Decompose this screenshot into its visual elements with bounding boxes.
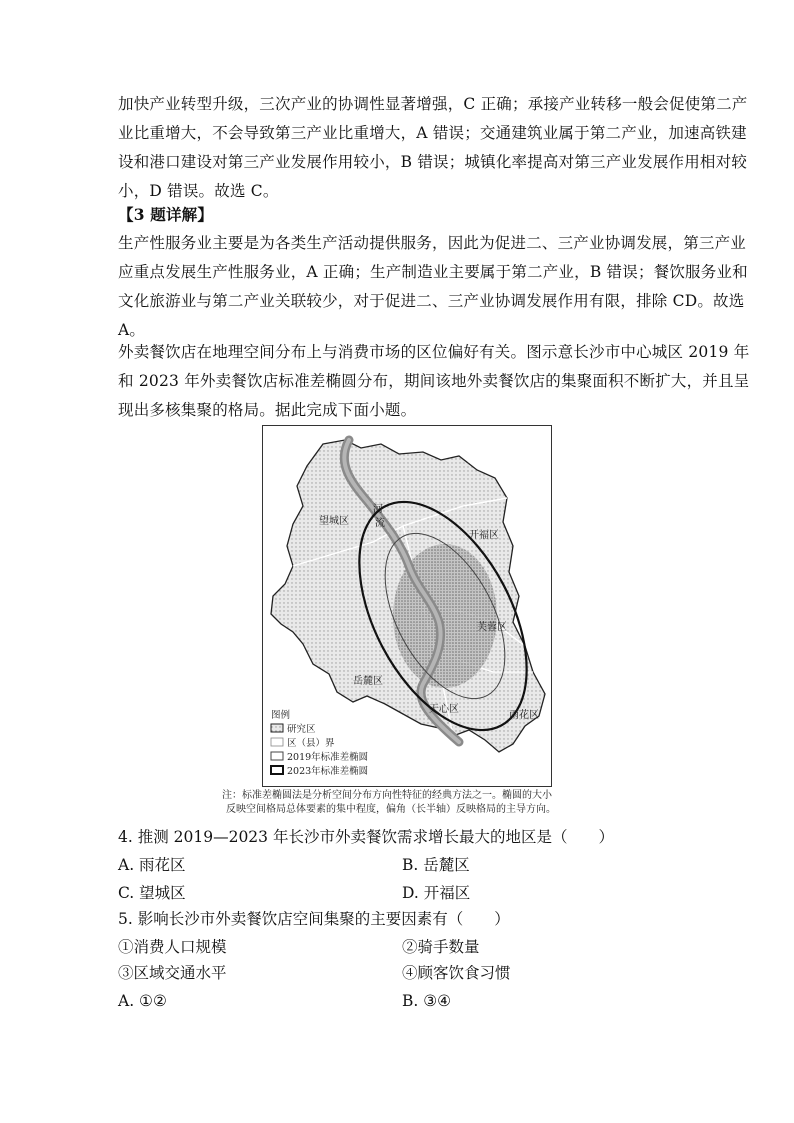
label-furong: 芙蓉区	[477, 622, 507, 633]
q5-item-1: ①消费人口规模	[118, 938, 227, 956]
section-3-heading: 【3 题详解】	[118, 205, 214, 224]
intro-line: 小，D 错误。故选 C。	[118, 182, 279, 200]
legend-item: 区（县）界	[287, 738, 335, 749]
caption-line: 注：标准差椭圆法是分析空间分布方向性特征的经典方法之一。椭圆的大小	[222, 790, 552, 801]
section-3	[118, 200, 748, 345]
q5-item-3: ③区域交通水平	[118, 964, 227, 982]
intro-paragraph	[118, 90, 748, 206]
q4-option-a[interactable]: A. 雨花区	[118, 856, 186, 874]
material-paragraph	[118, 338, 750, 425]
q4-stem: 4. 推测 2019—2023 年长沙市外卖餐饮需求增长最大的地区是（ ）	[118, 828, 614, 846]
label-yuhua: 雨花区	[509, 710, 539, 721]
intro-line: 设和港口建设对第三产业发展作用较小，B 错误；城镇化率提高对第三产业发展作用相对较	[118, 153, 748, 171]
intro-line: 业比重增大，不会导致第三产业比重增大，A 错误；交通建筑业属于第二产业，加速高铁建	[118, 124, 747, 142]
legend-item: 2023年标准差椭圆	[287, 766, 369, 777]
q4-option-d[interactable]: D. 开福区	[402, 884, 471, 902]
map-legend	[271, 709, 368, 777]
material-line: 外卖餐饮店在地理空间分布上与消费市场的区位偏好有关。图示意长沙市中心城区 2019 年	[118, 343, 750, 361]
q5-option-b[interactable]: B. ③④	[402, 992, 452, 1010]
section-3-line: 生产性服务业主要是为各类生产活动提供服务，因此为促进二、三产业协调发展，第三产业	[118, 234, 747, 252]
q5-item-2: ②骑手数量	[402, 938, 480, 956]
q4-option-c[interactable]: C. 望城区	[118, 884, 186, 902]
label-yuelu: 岳麓区	[353, 676, 383, 687]
section-3-line: 文化旅游业与第二产业关联较少，对于促进二、三产业协调发展作用有限，排除 CD。故选	[118, 292, 745, 310]
changsha-map	[263, 426, 551, 786]
material-line: 现出多核集聚的格局。据此完成下面小题。	[118, 401, 417, 419]
q4-option-b[interactable]: B. 岳麓区	[402, 856, 470, 874]
q5-item-4: ④顾客饮食习惯	[402, 964, 511, 982]
caption-line: 反映空间格局总体要素的集中程度，偏角（长半轴）反映格局的主导方向。	[226, 804, 556, 815]
legend-item: 2019年标准差椭圆	[287, 752, 369, 763]
q5-stem: 5. 影响长沙市外卖餐饮店空间集聚的主要因素有（ ）	[118, 910, 510, 928]
section-3-line: A。	[118, 321, 146, 339]
section-3-line: 应重点发展生产性服务业，A 正确；生产制造业主要属于第二产业，B 错误；餐饮服务业和	[118, 263, 748, 281]
label-river-1: 河	[373, 504, 383, 515]
legend-title: 图例	[271, 710, 291, 721]
q5-option-a[interactable]: A. ①②	[118, 992, 167, 1010]
legend-item: 研究区	[287, 724, 316, 735]
intro-line: 加快产业转型升级，三次产业的协调性显著增强，C 正确；承接产业转移一般会促使第二产	[118, 95, 748, 113]
map-figure	[262, 425, 552, 787]
label-tianxin: 天心区	[429, 704, 459, 715]
label-river-2: 流	[375, 518, 385, 529]
label-kaifu: 开福区	[469, 530, 499, 541]
material-line: 和 2023 年外卖餐饮店标准差椭圆分布，期间该地外卖餐饮店的集聚面积不断扩大，并且呈	[118, 372, 750, 390]
label-wangcheng: 望城区	[319, 516, 349, 527]
figure-caption	[222, 789, 582, 817]
